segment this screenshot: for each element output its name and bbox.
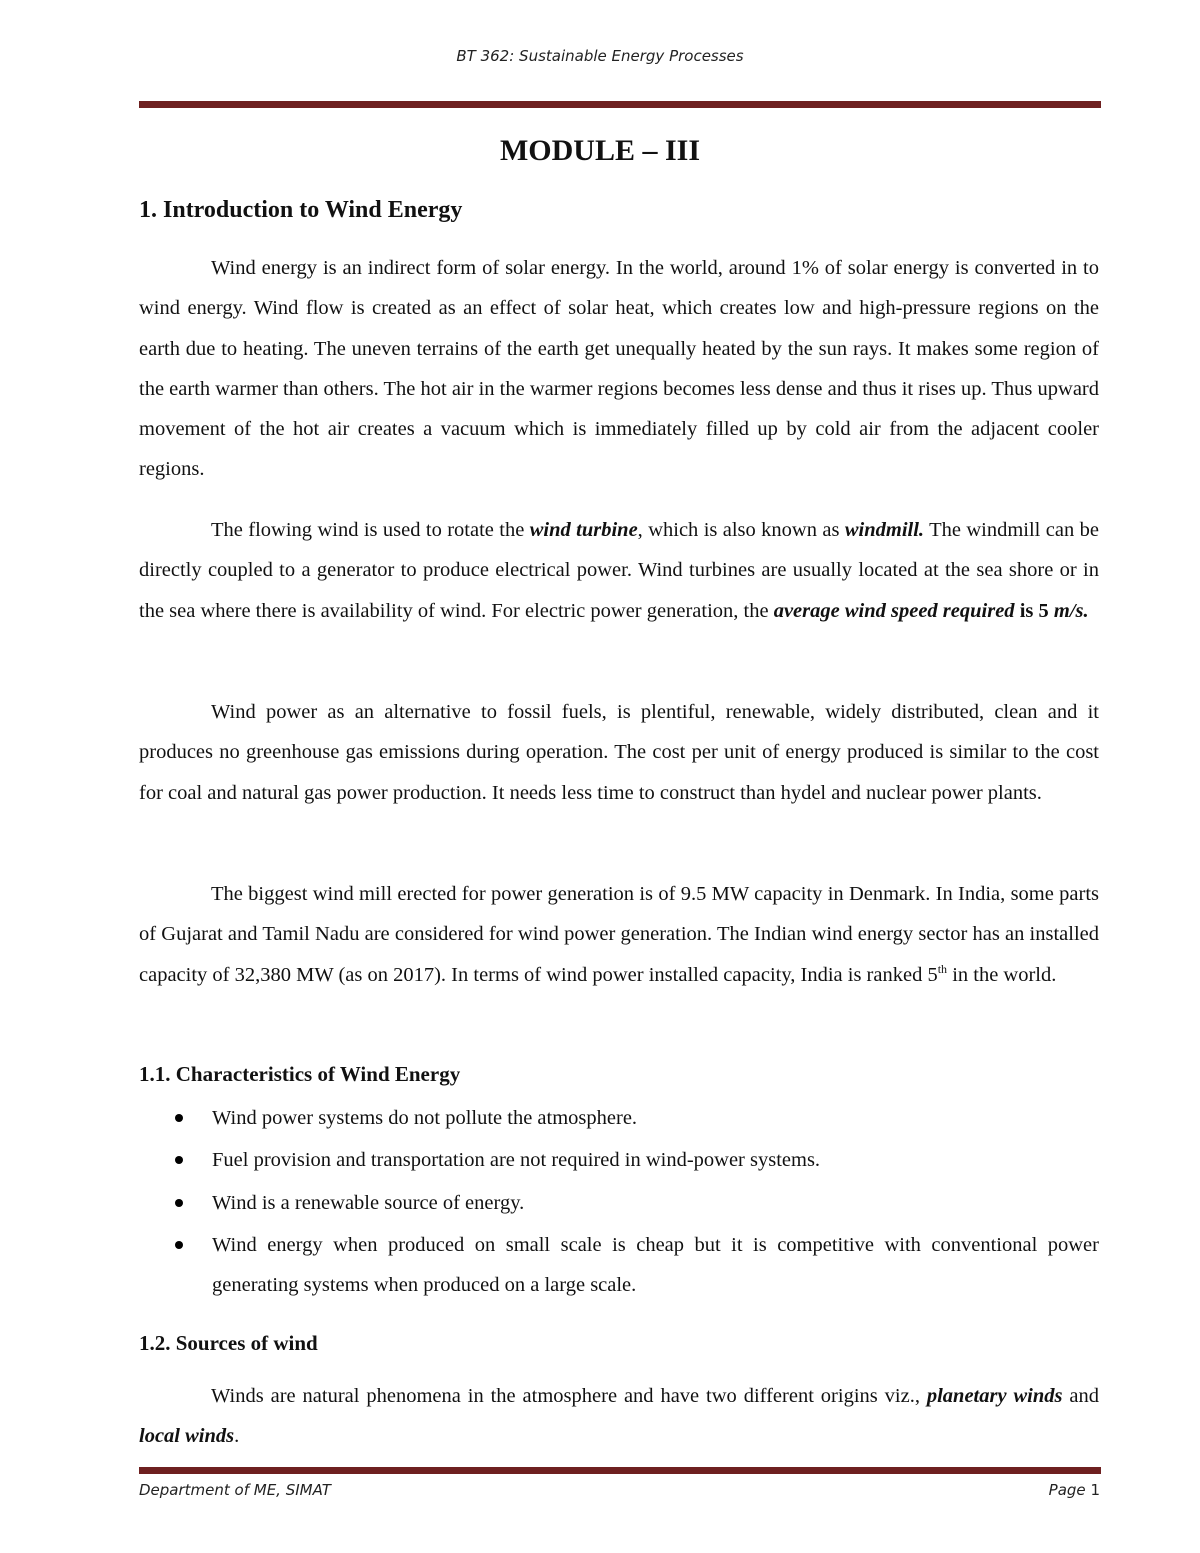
- paragraph-alternative-text: Wind power as an alternative to fossil fuels, is plentiful, renewable, widely distributed, clean and it produces no greenhouse gas emissions during operation. The cost per unit of energy produced is similar to the cost for coal and natural gas power production. It needs less time to construct than hydel and nuclear power plants.: [139, 701, 1099, 804]
- page-number: 1: [1090, 1481, 1100, 1499]
- footer-page-number: [1049, 1481, 1100, 1499]
- footer-department: Department of ME, SIMAT: [139, 1481, 331, 1499]
- section-heading-sources: 1.2. Sources of wind: [139, 1331, 318, 1355]
- paragraph-intro: [139, 248, 1099, 490]
- running-header: BT 362: Sustainable Energy Processes: [456, 47, 744, 65]
- list-item-text: Fuel provision and transportation are not required in wind-power systems.: [212, 1149, 821, 1172]
- section-heading-intro: 1. Introduction to Wind Energy: [139, 197, 463, 223]
- paragraph-wind-turbine: [139, 510, 1099, 631]
- characteristics-list: [139, 1098, 1099, 1307]
- superscript: th: [937, 961, 948, 976]
- bullet-icon: [175, 1241, 183, 1249]
- header-rule: [139, 101, 1101, 108]
- paragraph-capacity: [139, 874, 1099, 995]
- paragraph-sources: [139, 1376, 1099, 1457]
- text-run: and: [1062, 1385, 1099, 1407]
- bullet-icon: [175, 1199, 183, 1207]
- paragraph-alternative: [139, 692, 1099, 813]
- text-run: Winds are natural phenomena in the atmosphere and have two different origins viz.,: [211, 1385, 927, 1407]
- section-heading-characteristics: 1.1. Characteristics of Wind Energy: [139, 1062, 461, 1086]
- module-title: MODULE – III: [499, 134, 701, 167]
- text-run: in the world.: [947, 963, 1057, 986]
- list-item-text: Wind power systems do not pollute the atmosphere.: [212, 1107, 638, 1129]
- term-windmill: windmill.: [844, 519, 925, 541]
- list-item-text: Wind is a renewable source of energy.: [212, 1191, 525, 1214]
- term-unit: m/s.: [1053, 599, 1089, 622]
- bullet-icon: [175, 1114, 183, 1122]
- bullet-icon: [175, 1156, 183, 1164]
- list-item: [139, 1098, 1099, 1138]
- list-item: [139, 1140, 1099, 1180]
- list-item-text: Wind energy when produced on small scale is cheap but it is competitive with conventional power generating systems when produced on a large scale.: [212, 1233, 1099, 1297]
- page-label: Page: [1048, 1481, 1086, 1499]
- term-wind-turbine: wind turbine: [529, 519, 638, 541]
- text-run: The flowing wind is used to rotate the: [211, 519, 530, 541]
- list-item: [139, 1183, 1099, 1223]
- list-item: [139, 1225, 1099, 1306]
- paragraph-intro-text: Wind energy is an indirect form of solar energy. In the world, around 1% of solar energy is converted in to wind energy. Wind flow is created as an effect of solar heat, which creates low and high-pressure regions on the earth due to heating. The uneven terrains of the earth get unequally heated by the sun rays. It makes some region of the earth warmer than others. The hot air in the warmer regions becomes less dense and thus it rises up. Thus upward movement of the hot air creates a vacuum which is immediately filled up by cold air from the adjacent cooler regions.: [139, 257, 1099, 481]
- text-run: The biggest wind mill erected for power generation is of 9.5 MW capacity in Denmark. In India, some parts of Gujarat and Tamil Nadu are considered for wind power generation. The Indian wind energy sector has an installed capacity of 32,380 MW (as on 2017). In terms of wind power installed capacity, India is ranked 5: [139, 883, 1099, 986]
- text-run-bold: is 5: [1014, 599, 1054, 622]
- text-run: The windmill can be directly coupled to a generator to produce electrical power. Wind turbines are usually located at the sea shore or in the sea where there is availability of wind. For electric power generation, the: [139, 519, 1099, 622]
- footer-rule: [139, 1467, 1101, 1474]
- text-run: , which is also known as: [637, 519, 845, 541]
- term-planetary-winds: planetary winds: [926, 1385, 1063, 1407]
- term-local-winds: local winds: [139, 1425, 235, 1448]
- text-run: .: [234, 1425, 240, 1448]
- term-average-wind-speed: average wind speed required: [773, 599, 1015, 622]
